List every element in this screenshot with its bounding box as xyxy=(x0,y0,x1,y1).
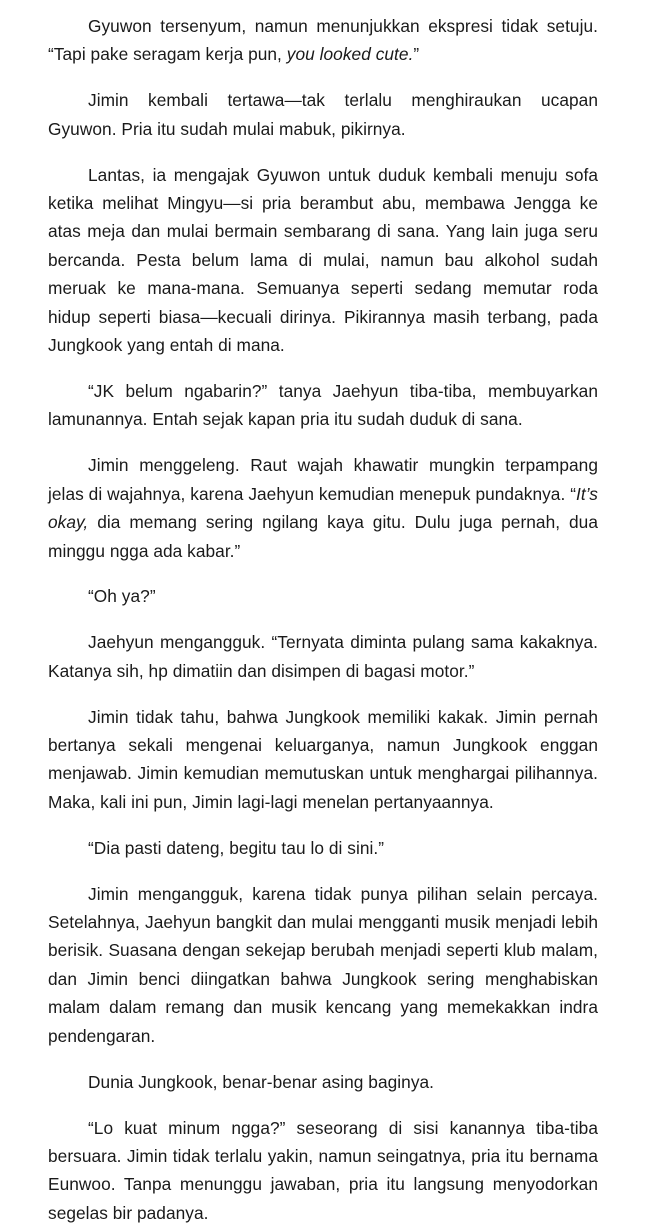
paragraph xyxy=(48,628,598,685)
paragraph xyxy=(48,880,598,1050)
paragraph xyxy=(48,12,598,69)
paragraph-text: Jimin mengangguk, karena tidak punya pilihan selain percaya. Setelahnya, Jaehyun bangkit dan mulai mengganti musik menjadi lebih berisik. Suasana dengan sekejap berubah menjadi seperti klub malam, dan Jimin benci diingatkan bahwa Jungkook sering menghabiskan malam dalam remang dan musik kencang yang memekakkan indra pendengaran. xyxy=(48,884,598,1046)
italic-phrase: It’s okay, xyxy=(48,484,598,532)
paragraph xyxy=(48,1114,598,1227)
paragraph xyxy=(48,377,598,434)
paragraph-text: Dunia Jungkook, benar-benar asing baginya. xyxy=(88,1072,434,1092)
italic-phrase: you looked cute. xyxy=(287,44,414,64)
paragraph xyxy=(48,834,598,862)
paragraph-text: dia memang sering ngilang kaya gitu. Dulu juga pernah, dua minggu ngga ada kabar.” xyxy=(48,512,598,560)
paragraph xyxy=(48,161,598,360)
paragraph-text: Jimin kembali tertawa—tak terlalu menghiraukan ucapan Gyuwon. Pria itu sudah mulai mabuk, pikirnya. xyxy=(48,90,598,138)
paragraph-text: Jimin menggeleng. Raut wajah khawatir mungkin terpampang jelas di wajahnya, karena Jaehyun kemudian menepuk pundaknya. “ xyxy=(48,455,598,503)
paragraph-text: “Dia pasti dateng, begitu tau lo di sini.” xyxy=(88,838,384,858)
paragraph-text: “JK belum ngabarin?” tanya Jaehyun tiba-tiba, membuyarkan lamunannya. Entah sejak kapan pria itu sudah duduk di sana. xyxy=(48,381,598,429)
paragraph-text: Gyuwon tersenyum, namun menunjukkan ekspresi tidak setuju. “Tapi pake seragam kerja pun, xyxy=(48,16,598,64)
paragraph xyxy=(48,1068,598,1096)
paragraph-text: Jaehyun mengangguk. “Ternyata diminta pulang sama kakaknya. Katanya sih, hp dimatiin dan disimpen di bagasi motor.” xyxy=(48,632,598,680)
paragraph-text: “Oh ya?” xyxy=(88,586,156,606)
paragraph-text: “Lo kuat minum ngga?” seseorang di sisi kanannya tiba-tiba bersuara. Jimin tidak terlalu yakin, namun seingatnya, pria itu bernama Eunwoo. Tanpa menunggu jawaban, pria itu langsung menyodorkan segelas bir padanya. xyxy=(48,1118,598,1223)
paragraph xyxy=(48,451,598,565)
paragraph-text: Lantas, ia mengajak Gyuwon untuk duduk kembali menuju sofa ketika melihat Mingyu—si pria berambut abu, membawa Jengga ke atas meja dan mulai bermain sembarang di sana. Yang lain juga seru bercanda. Pesta belum lama di mulai, namun bau alkohol sudah meruak ke mana-mana. Semuanya seperti sedang memutar roda hidup seperti biasa—kecuali dirinya. Pikirannya masih terbang, pada Jungkook yang entah di mana. xyxy=(48,165,598,355)
paragraph xyxy=(48,86,598,143)
paragraph-text: Jimin tidak tahu, bahwa Jungkook memiliki kakak. Jimin pernah bertanya sekali mengenai keluarganya, namun Jungkook enggan menjawab. Jimin kemudian memutuskan untuk menghargai pilihannya. Maka, kali ini pun, Jimin lagi-lagi menelan pertanyaannya. xyxy=(48,707,598,812)
paragraph-text: ” xyxy=(413,44,419,64)
paragraph xyxy=(48,582,598,610)
paragraph xyxy=(48,703,598,817)
